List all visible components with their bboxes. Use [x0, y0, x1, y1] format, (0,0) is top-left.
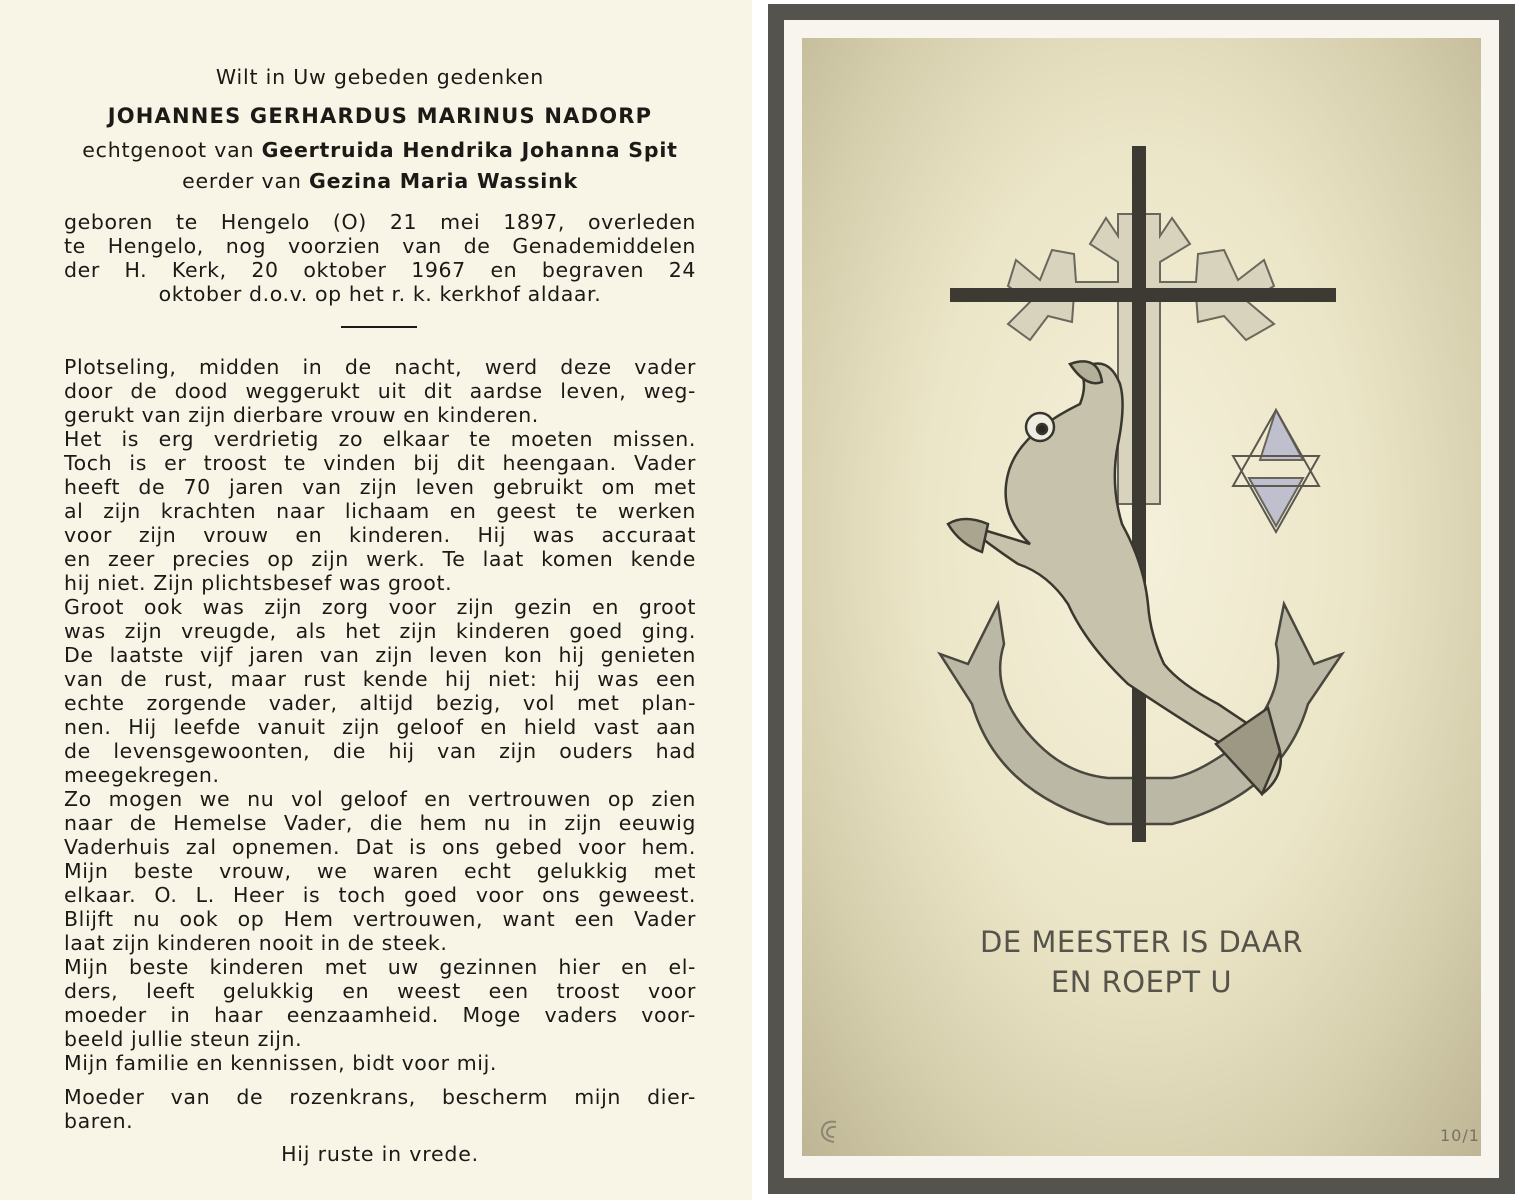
- text-line: de levensgewoonten, die hij van zijn ouders had: [64, 739, 696, 763]
- former-spouse-line: [64, 168, 696, 194]
- divider: [341, 326, 417, 328]
- former-spouse-name: Gezina Maria Wassink: [308, 169, 578, 193]
- text-line: gerukt van zijn dierbare vrouw en kinderen.: [64, 403, 539, 427]
- intro-line: Wilt in Uw gebeden gedenken: [215, 65, 545, 89]
- text-line: Blijft nu ook op Hem vertrouwen, want een Vader: [64, 907, 696, 931]
- text-line: voor zijn vrouw en kinderen. Hij was accuraat: [64, 523, 696, 547]
- bio-line: geboren te Hengelo (O) 21 mei 1897, overleden: [64, 210, 696, 234]
- print-number: 10/1: [1440, 1126, 1480, 1145]
- text-line: Plotseling, midden in de nacht, werd deze vader: [64, 355, 696, 379]
- bio-line: der H. Kerk, 20 oktober 1967 en begraven 24: [64, 258, 696, 282]
- text-line: beeld jullie steun zijn.: [64, 1027, 303, 1051]
- text-line: echte zorgende vader, altijd bezig, vol met plan-: [64, 691, 696, 715]
- prayer-line: Moeder van de rozenkrans, bescherm mijn dier-: [64, 1085, 696, 1109]
- text-line: al zijn krachten naar lichaam en geest te werken: [64, 499, 696, 523]
- star-icon: [1233, 410, 1319, 532]
- memorial-text-card: [0, 0, 752, 1200]
- printer-logo-icon: [816, 1116, 844, 1146]
- devotional-image-card: [768, 4, 1515, 1194]
- prayer-line: baren.: [64, 1109, 134, 1133]
- bio-line: te Hengelo, nog voorzien van de Genademiddelen: [64, 234, 696, 258]
- text-line: heeft de 70 jaren van zijn leven gebruikt om met: [64, 475, 696, 499]
- text-line: van de rust, maar rust kende hij niet: hij was een: [64, 667, 696, 691]
- bio-line: oktober d.o.v. op het r. k. kerkhof aldaar.: [158, 282, 602, 306]
- cross-anchor-fish-star-icon: [768, 4, 1515, 1194]
- text-line: moeder in haar eenzaamheid. Moge vaders voor-: [64, 1003, 696, 1027]
- deceased-name: JOHANNES GERHARDUS MARINUS NADORP: [107, 104, 653, 128]
- text-line: Het is erg verdrietig zo elkaar te moeten missen.: [64, 427, 696, 451]
- text-line: Groot ook was zijn zorg voor zijn gezin en groot: [64, 595, 696, 619]
- text-line: hij niet. Zijn plichtsbesef was groot.: [64, 571, 453, 595]
- text-line: door de dood weggerukt uit dit aardse leven, weg-: [64, 379, 696, 403]
- former-spouse-prefix: eerder van: [182, 169, 302, 193]
- text-line: meegekregen.: [64, 763, 220, 787]
- text-line: was zijn vreugde, als het zijn kinderen goed ging.: [64, 619, 696, 643]
- text-line: nen. Hij leefde vanuit zijn geloof en hield vast aan: [64, 715, 696, 739]
- cross-vertical-bar: [1132, 146, 1146, 842]
- text-line: De laatste vijf jaren van zijn leven kon hij genieten: [64, 643, 696, 667]
- text-line: naar de Hemelse Vader, die hem nu in zijn eeuwig: [64, 811, 696, 835]
- cross-horizontal-bar: [950, 288, 1336, 302]
- text-line: Vaderhuis zal opnemen. Dat is ons gebed voor hem.: [64, 835, 696, 859]
- text-line: Mijn beste kinderen met uw gezinnen hier en el-: [64, 955, 696, 979]
- motto-line: EN ROEPT U: [1050, 965, 1233, 999]
- text-line: laat zijn kinderen nooit in de steek.: [64, 931, 448, 955]
- text-line: ders, leeft gelukkig en weest een troost voor: [64, 979, 696, 1003]
- spouse-prefix: echtgenoot van: [82, 138, 255, 162]
- text-line: Mijn familie en kennissen, bidt voor mij.: [64, 1051, 498, 1075]
- spouse-line: [64, 137, 696, 163]
- text-line: Toch is er troost te vinden bij dit heengaan. Vader: [64, 451, 696, 475]
- text-line: Zo mogen we nu vol geloof en vertrouwen op zien: [64, 787, 696, 811]
- closing-line: Hij ruste in vrede.: [281, 1142, 479, 1166]
- motto-line: DE MEESTER IS DAAR: [980, 925, 1303, 959]
- spouse-name: Geertruida Hendrika Johanna Spit: [261, 138, 678, 162]
- text-line: elkaar. O. L. Heer is toch goed voor ons geweest.: [64, 883, 696, 907]
- text-line: en zeer precies op zijn werk. Te laat komen kende: [64, 547, 696, 571]
- text-line: Mijn beste vrouw, we waren echt gelukkig met: [64, 859, 696, 883]
